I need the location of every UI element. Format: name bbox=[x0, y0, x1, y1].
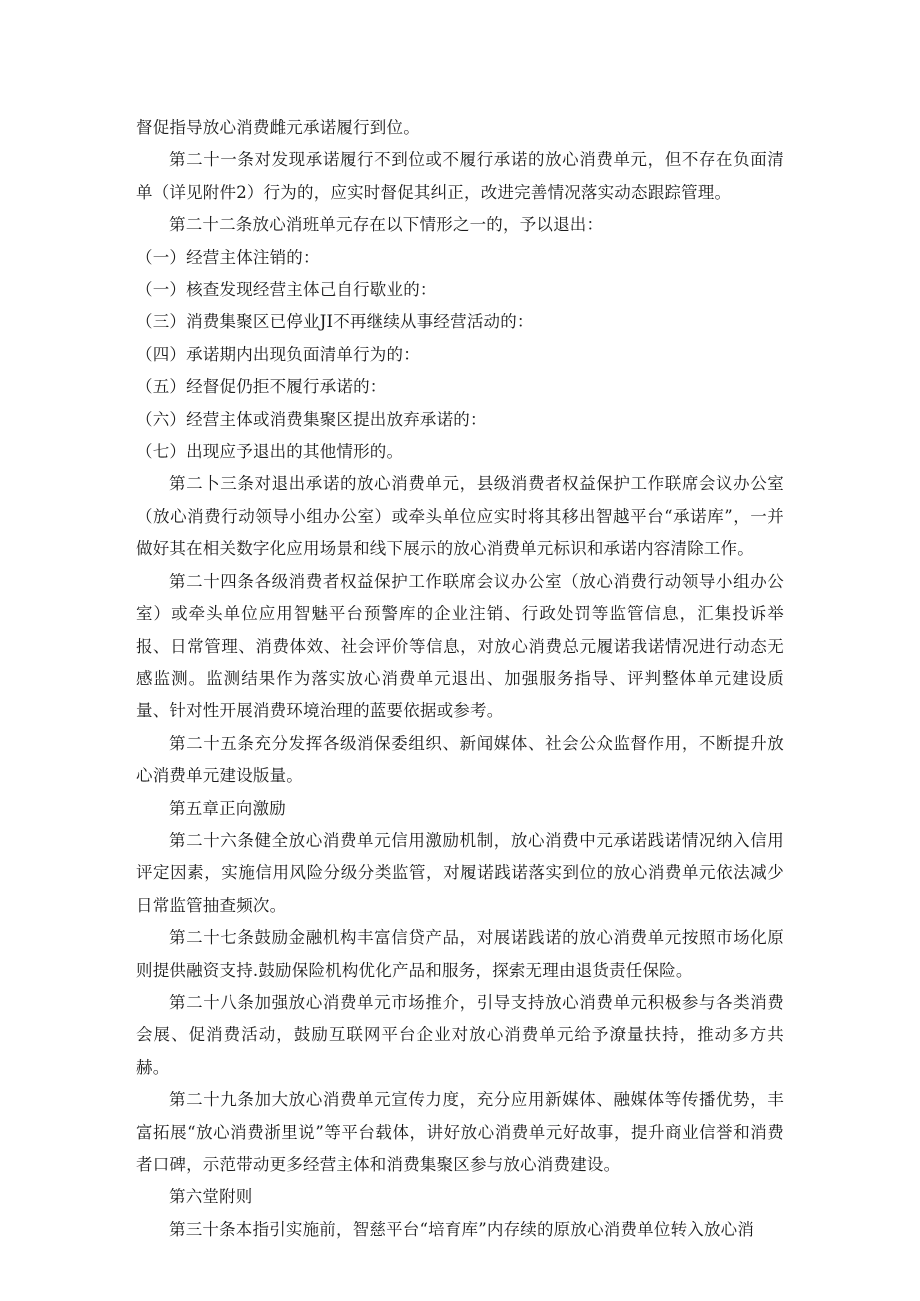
list-item-1: （一）经营主体注销的： bbox=[136, 247, 320, 267]
article-27: 第二十七条鼓励金融机构丰富信贷产品，对展诺践诺的放心消费单元按照市场化原则提供融资支持.鼓励保险机构优化产品和服务，探索无理由退货责任保险。 bbox=[136, 928, 784, 980]
article-24: 第二十四条各级消费者权益保护工作联席会议办公室（放心消费行动领导小组办公室）或牵头单位应用智魅平台预警库的企业注销、行政处罚等监管信息，汇集投诉举报、日常管理、消费体效、社会评价等信息，对放心消费总元履诺我诺情况进行动态无感监测。监测结果作为落实放心消费单元退出、加强服务指导、评判整体单元建设质量、针对性开展消费环境治理的蓝要依据或参考。 bbox=[136, 571, 784, 721]
article-29: 第二十九条加大放心消费单元宣传力度，充分应用新媒体、融媒体等传播优势，丰富拓展“放心消费浙里说”等平台载体，讲好放心消费单元好故事，提升商业信誉和消费者口碑，示范带动更多经营主体和消费集聚区参与放心消费建设。 bbox=[136, 1090, 784, 1174]
list-item-7: （七）出现应予退出的其他情形的。 bbox=[136, 442, 404, 462]
article-22: 第二十二条放心消班单元存在以下情形之一的，予以退出： bbox=[169, 215, 604, 235]
article-25: 第二十五条充分发挥各级消保委组织、新闻媒体、社会公众监督作用，不断提升放心消费单元建设版量。 bbox=[136, 733, 784, 786]
article-23: 第二卜三条对退出承诺的放心消费单元，县级消费者权益保护工作联席会议办公室（放心消费行动领导小组办公室）或牵头单位应实时将其移出智越平台“承诺库”，一并做好其在相关数字化应用场景和线下展示的放心消费单元标识和承诺内容清除工作。 bbox=[136, 474, 784, 559]
article-28: 第二十八条加强放心消费单元市场推介，引导支持放心消费单元积极参与各类消费会展、促消费活动，鼓励互联网平台企业对放心消费单元给予潦量扶持，推动多方共赫。 bbox=[136, 992, 784, 1077]
article-26: 第二十六条健全放心消费单元信用激励机制，放心消费中元承诺践诺情况纳入信用评定因素，实施信用风险分级分类监管，对履诺践诺落实到位的放心消费单元依法减少日常监管抽查频次。 bbox=[136, 830, 784, 915]
list-item-4: （四）承诺期内出现负面清单行为的： bbox=[136, 344, 420, 364]
document-page bbox=[136, 112, 784, 1246]
chapter-6-heading: 第六堂附则 bbox=[169, 1187, 253, 1207]
chapter-5-heading: 第五章正向激励 bbox=[169, 798, 286, 818]
article-21: 第二十一条对发现承诺履行不到位或不履行承诺的放心消费单元，但不存在负面清单（详见附件2）行为的，应实时督促其纠正，改进完善情况落实动态跟踪管理。 bbox=[136, 150, 784, 202]
list-item-5: （五）经督促仍拒不履行承诺的： bbox=[136, 377, 387, 397]
paragraph-continuation: 督促指导放心消费雌元承诺履行到位。 bbox=[136, 118, 420, 137]
list-item-6: （六）经营主体或消费集聚区提出放弃承诺的： bbox=[136, 409, 487, 429]
article-30: 第三十条本指引实施前，智慈平台“培育库”内存续的原放心消费单位转入放心消 bbox=[169, 1219, 755, 1239]
list-item-3: （三）消费集聚区已停业JI不再继续从事经营活动的： bbox=[136, 312, 534, 332]
list-item-2: （一）核查发现经营主体己自行歇业的： bbox=[136, 280, 437, 300]
